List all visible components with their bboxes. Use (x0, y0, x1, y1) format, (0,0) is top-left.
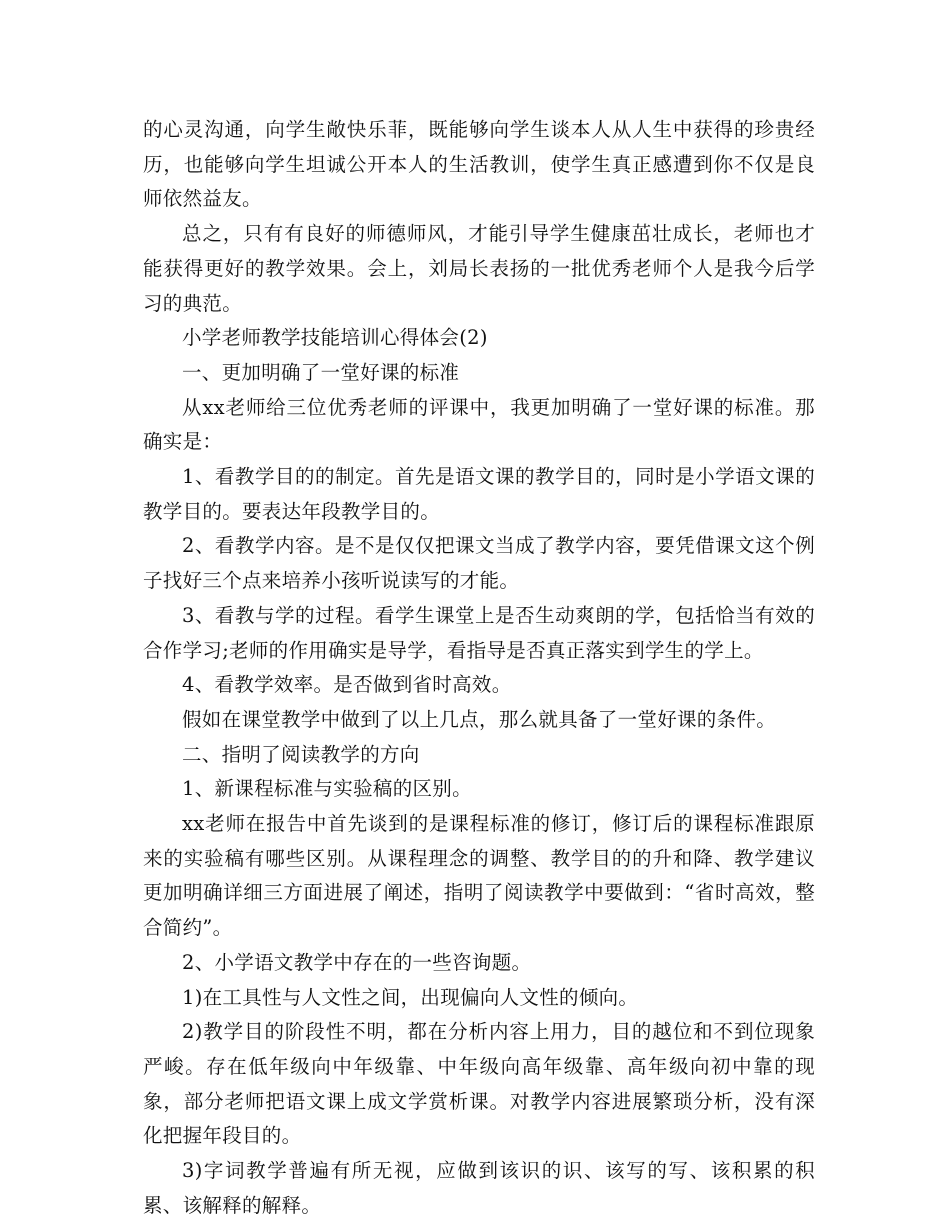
heading-2: 二、指明了阅读教学的方向 (182, 742, 420, 766)
problem-item-2: 2)教学目的阶段性不明，都在分析内容上用力，目的越位和不到位现象严峻。存在低年级向中年级靠、中年级向高年级靠、高年级向初中靠的现象，部分老师把语文课上成文学赏析课。对教学内容进展繁琐分析，没有深化把握年段目的。 (143, 1020, 815, 1148)
list-item-3: 3、看教与学的过程。看学生课堂上是否生动爽朗的学，包括恰当有效的合作学习;老师的作用确实是导学，看指导是否真正落实到学生的学上。 (143, 603, 815, 662)
list-item-4: 4、看教学效率。是否做到省时高效。 (182, 673, 512, 697)
paragraph-5: xx老师在报告中首先谈到的是课程标准的修订，修订后的课程标准跟原来的实验稿有哪些区别。从课程理念的调整、教学目的的升和降、教学建议更加明确详细三方面进展了阐述，指明了阅读教学中要做到：“省时高效，整合简约”。 (143, 812, 815, 940)
paragraph-3: 从xx老师给三位优秀老师的评课中，我更加明确了一堂好课的标准。那确实是： (143, 395, 815, 454)
paragraph-1: 的心灵沟通，向学生敞快乐菲，既能够向学生谈本人从人生中获得的珍贵经历，也能够向学生坦诚公开本人的生活教训，使学生真正感遭到你不仅是良师依然益友。 (143, 118, 815, 211)
document-body (143, 113, 815, 1224)
problem-item-1: 1)在工具性与人文性之间，出现偏向人文性的倾向。 (182, 985, 639, 1009)
heading-1: 一、更加明确了一堂好课的标准 (182, 360, 460, 384)
list-item-1: 1、看教学目的的制定。首先是语文课的教学目的，同时是小学语文课的教学目的。要表达年段教学目的。 (143, 465, 815, 523)
problem-item-3: 3)字词教学普遍有所无视，应做到该识的识、该写的写、该积累的积累、该解释的解释。 (143, 1159, 815, 1217)
paragraph-2: 总之，只有有良好的师德师风，才能引导学生健康茁壮成长，老师也才能获得更好的教学效果。会上，刘局长表扬的一批优秀老师个人是我今后学习的典范。 (143, 222, 815, 315)
subheading-1: 1、新课程标准与实验稿的区别。 (182, 777, 472, 801)
paragraph-4: 假如在课堂教学中做到了以上几点，那么就具备了一堂好课的条件。 (182, 707, 777, 731)
subheading-2: 2、小学语文教学中存在的一些咨询题。 (182, 950, 532, 974)
list-item-2: 2、看教学内容。是不是仅仅把课文当成了教学内容，要凭借课文这个例子找好三个点来培养小孩听说读写的才能。 (143, 534, 815, 593)
section-title: 小学老师教学技能培训心得体会(2) (182, 326, 488, 350)
